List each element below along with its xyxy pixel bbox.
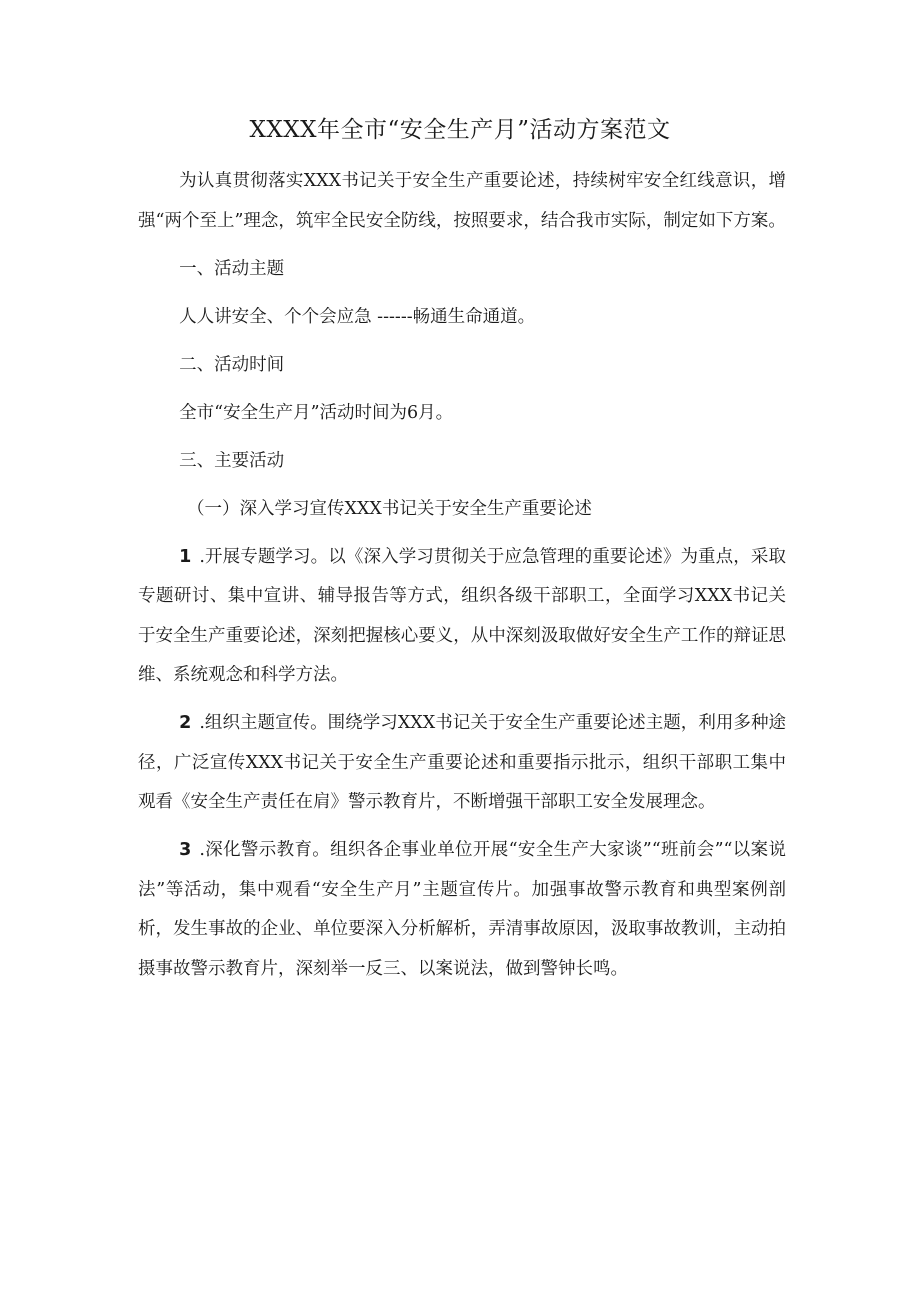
intro-paragraph: 为认真贯彻落实XXX书记关于安全生产重要论述，持续树牢安全红线意识，增强“两个至上”理念，筑牢全民安全防线，按照要求，结合我市实际，制定如下方案。 — [138, 171, 786, 231]
item-number: 3 — [179, 840, 192, 860]
item-text: .开展专题学习。以《深入学习贯彻关于应急管理的重要论述》为重点，采取专题研讨、集中宣讲、辅导报告等方式，组织各级干部职工，全面学习XXX书记关于安全生产重要论述，深刻把握核心要义，从中深刻汲取做好安全生产工作的辩证思维、系统观念和科学方法。 — [138, 546, 786, 685]
section-heading-activities: 三、主要活动 — [179, 450, 285, 471]
document-body — [138, 162, 786, 998]
theme-paragraph: 人人讲安全、个个会应急 ------畅通生命通道。 — [179, 306, 536, 327]
time-paragraph: 全市“安全生产月”活动时间为6月。 — [179, 402, 454, 423]
item-text: .深化警示教育。组织各企事业单位开展“安全生产大家谈”“班前会”“以案说法”等活动，集中观看“安全生产月”主题宣传片。加强事故警示教育和典型案例剖析，发生事故的企业、单位要深入分析解析，弄清事故原因，汲取事故教训，主动拍摄事故警示教育片，深刻举一反三、以案说法，做到警钟长鸣。 — [138, 840, 786, 979]
section-heading-time: 二、活动时间 — [179, 354, 285, 375]
section-heading-theme: 一、活动主题 — [179, 258, 285, 279]
list-item — [138, 538, 786, 696]
list-item — [138, 831, 786, 989]
document-title: XXXX年全市“安全生产月”活动方案范文 — [249, 117, 671, 143]
list-item — [138, 704, 786, 823]
item-number: 2 — [179, 713, 192, 733]
item-number: 1 — [179, 546, 192, 567]
subsection-heading: （一）深入学习宣传XXX书记关于安全生产重要论述 — [187, 498, 592, 519]
item-text: .组织主题宣传。围绕学习XXX书记关于安全生产重要论述主题，利用多种途径，广泛宣传XXX书记关于安全生产重要论述和重要指示批示，组织干部职工集中观看《安全生产责任在肩》警示教育片，不断增强干部职工安全发展理念。 — [138, 713, 786, 812]
